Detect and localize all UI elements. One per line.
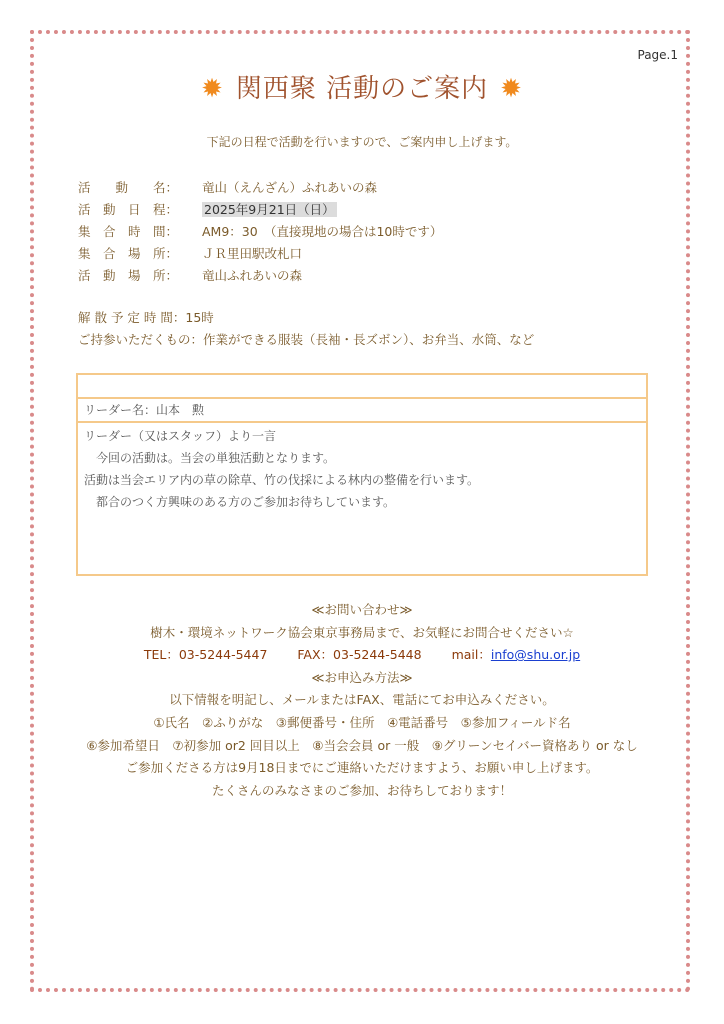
detail-activity-place: 活 動 場 所： 竜山ふれあいの森 (78, 268, 303, 283)
mail-label: mail： (451, 647, 491, 663)
message-line: リーダー（又はスタッフ）より一言 (84, 429, 277, 443)
apply-items-1: ①氏名 ②ふりがな ③郵便番号・住所 ④電話番号 ⑤参加フィールド名 (153, 714, 571, 730)
inquiry-heading: ≪お問い合わせ≫ (311, 602, 413, 617)
document-title (0, 68, 724, 105)
email-link[interactable]: info@shu.or.jp (490, 647, 581, 663)
leader-box (76, 373, 648, 576)
blank-row (78, 375, 646, 399)
detail-activity-name: 活 動 名： 竜山（えんざん）ふれあいの森 (78, 180, 378, 195)
fax-number: FAX：03-5244-5448 (297, 647, 422, 663)
apply-heading: ≪お申込み方法≫ (311, 669, 413, 685)
detail-meeting-place: 集 合 場 所： ＪＲ里田駅改札口 (78, 246, 303, 261)
leader-name: リーダー名：山本 勲 (78, 399, 646, 423)
intro-text: 下記の日程で活動を行いますので、ご案内申し上げます。 (206, 135, 518, 149)
apply-items-2: ⑥参加希望日 ⑦初参加 or2 回目以上 ⑧当会会員 or 一般 ⑨グリーンセイバー資格あり or なし (86, 737, 638, 753)
inquiry-text: 樹木・環境ネットワーク協会東京事務局まで、お気軽にお問合せください☆ (150, 624, 574, 640)
deadline-text: ご参加くださる方は9月18日までにご連絡いただけますよう、お願い申し上げます。 (125, 760, 599, 776)
leader-message (78, 423, 646, 515)
contact-line (0, 644, 724, 667)
activity-details (78, 177, 442, 287)
closing-text: たくさんのみなさまのご参加、お待ちしております！ (211, 782, 512, 798)
detail-belongings: ご持参いただくもの：作業ができる服装（長袖・長ズボン）、お弁当、水筒、など (78, 332, 535, 347)
title-text: 関西聚 活動のご案内 (235, 74, 489, 104)
page-number: Page.1 (637, 48, 678, 62)
detail-meeting-time: 集 合 時 間： AM9：30 （直接現地の場合は10時です） (78, 224, 443, 239)
extra-details (78, 307, 534, 351)
apply-text: 以下情報を明記し、メールまたはFAX、電話にてお申込みください。 (169, 692, 555, 708)
tel-number: TEL：03-5244-5447 (143, 647, 268, 663)
detail-dismissal: 解 散 予 定 時 間：15時 (78, 310, 214, 325)
message-line: 今回の活動は。当会の単独活動となります。 (84, 451, 336, 465)
message-line: 活動は当会エリア内の草の除草、竹の伐採による林内の整備を行います。 (84, 473, 480, 487)
sun-icon: ✹ (500, 74, 523, 104)
sun-icon: ✹ (201, 74, 224, 104)
contact-section (0, 599, 724, 802)
message-line: 都合のつく方興味のある方のご参加お待ちしています。 (84, 495, 396, 509)
detail-date: 活 動 日 程： 2025年9月21日（日） (78, 202, 335, 217)
